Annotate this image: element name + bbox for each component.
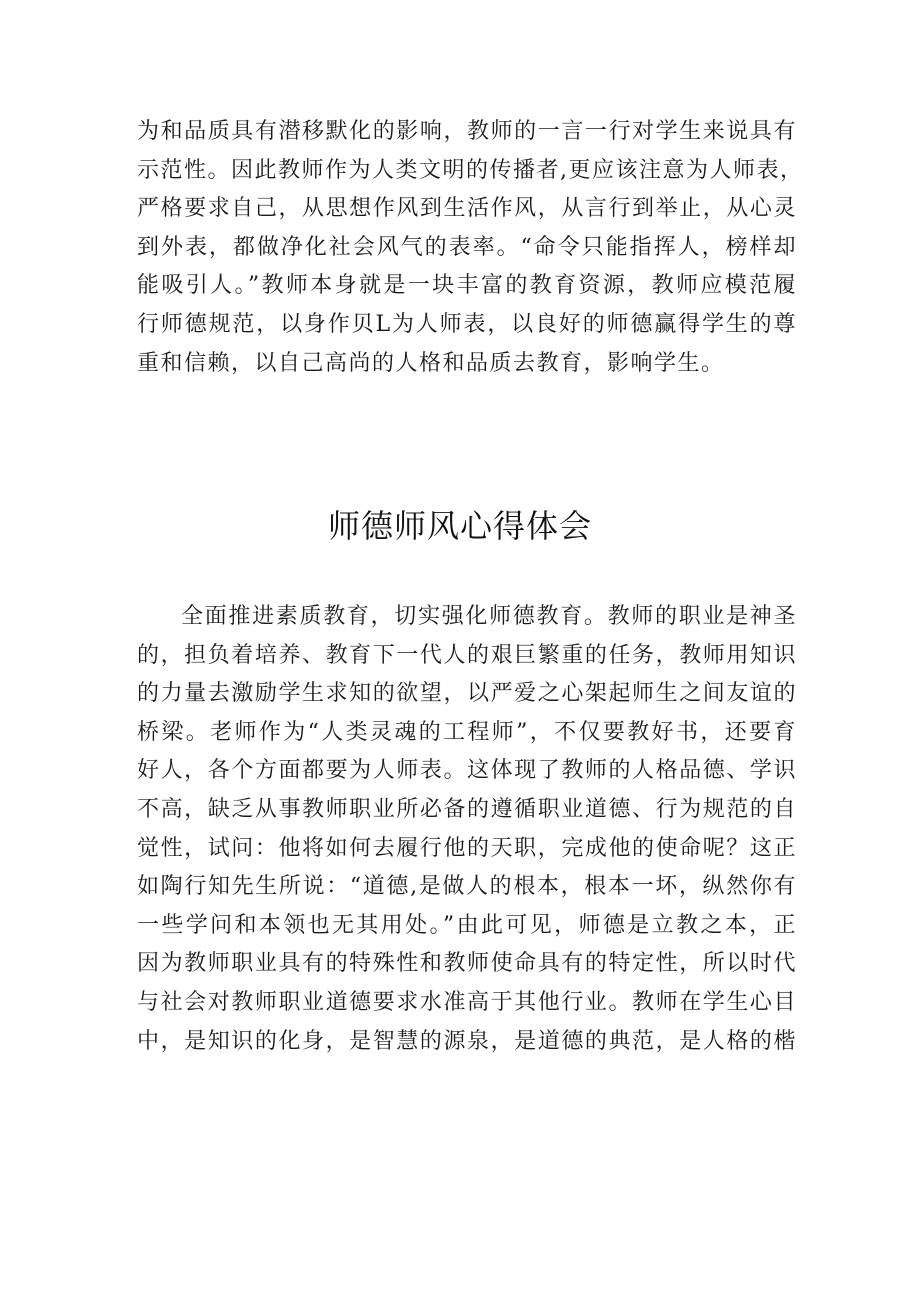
intro-paragraph [137, 113, 804, 383]
intro-line-4: 到外表，都做净化社会风气的表率。“命令只能指挥人，榜样却 [137, 234, 797, 260]
body-line-2: 的，担负着培养、教育下一代人的艰巨繁重的任务，教师用知识 [137, 642, 797, 668]
body-line-1: 全面推进素质教育，切实强化师德教育。教师的职业是神圣 [181, 604, 797, 629]
body-line-6: 不高，缺乏从事教师职业所必备的遵循职业道德、行为规范的自 [137, 796, 797, 822]
body-line-5: 好人，各个方面都要为人师表。这体现了教师的人格品德、学识 [137, 758, 797, 784]
body-line-7: 觉性，试问：他将如何去履行他的天职，完成他的使命呢？这正 [137, 835, 797, 861]
body-line-9: 一些学问和本领也无其用处。”由此可见，师德是立教之本，正 [137, 912, 797, 938]
body-line-12: 中，是知识的化身，是智慧的源泉，是道德的典范，是人格的楷 [137, 1028, 797, 1054]
intro-line-2: 示范性。因此教师作为人类文明的传播者,更应该注意为人师表， [137, 157, 804, 183]
intro-line-3: 严格要求自己，从思想作风到生活作风，从言行到举止，从心灵 [137, 196, 797, 222]
intro-line-7: 重和信赖，以自己高尚的人格和品质去教育，影响学生。 [137, 350, 725, 376]
intro-line-1: 为和品质具有潜移默化的影响，教师的一言一行对学生来说具有 [137, 119, 797, 144]
section-title: 师德师风心得体会 [327, 507, 592, 545]
body-line-10: 因为教师职业具有的特殊性和教师使命具有的特定性，所以时代 [137, 951, 797, 977]
body-line-8: 如陶行知先生所说：“道德,是做人的根本，根本一坏，纵然你有 [137, 874, 797, 900]
body-paragraph [137, 598, 797, 1061]
intro-line-5: 能吸引人。”教师本身就是一块丰富的教育资源，教师应模范履 [137, 273, 797, 299]
body-line-11: 与社会对教师职业道德要求水准高于其他行业。教师在学生心目 [137, 989, 797, 1015]
intro-line-6: 行师德规范，以身作贝L为人师表，以良好的师德赢得学生的尊 [137, 311, 797, 337]
body-line-4: 桥梁。老师作为“人类灵魂的工程师”，不仅要教好书，还要育 [137, 719, 797, 745]
body-line-3: 的力量去激励学生求知的欲望，以严爱之心架起师生之间友谊的 [137, 681, 797, 707]
